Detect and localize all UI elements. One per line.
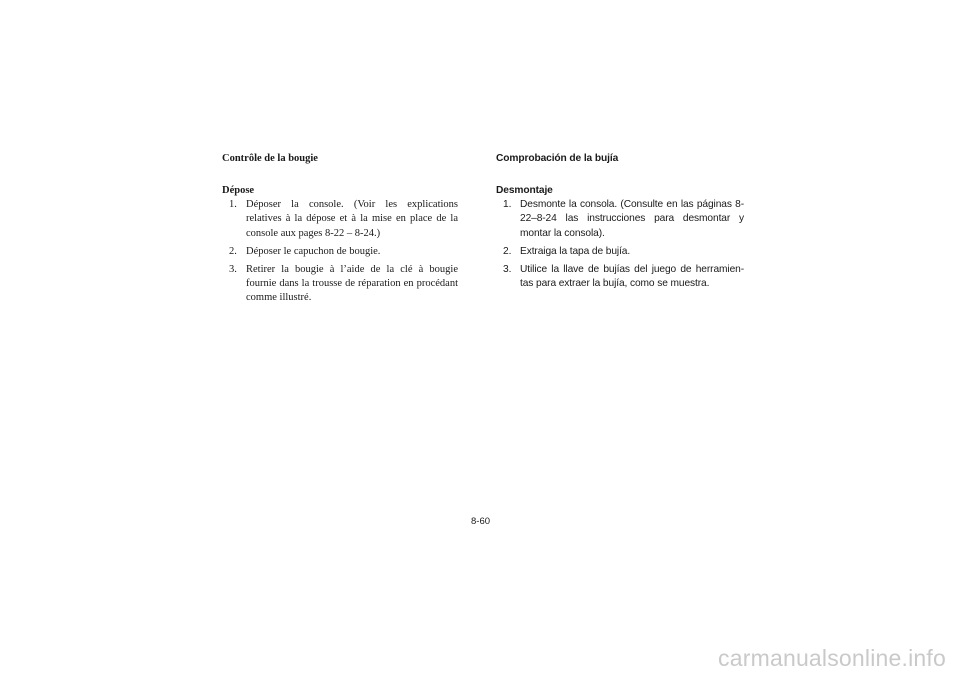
spanish-section-title: Comprobación de la bujía xyxy=(496,153,619,164)
french-column xyxy=(222,152,458,310)
step-number: 1. xyxy=(503,199,512,211)
french-section-title: Contrôle de la bougie xyxy=(222,153,318,164)
step-text: Déposer la console. (Voir les explications relatives à la dépose et à la mise en place de la console aux pages 8-22 – 8-24.) xyxy=(246,199,458,239)
step-text: Utilice la llave de bujías del juego de herramien-tas para extraer la bujía, como se muestra. xyxy=(520,264,744,290)
french-subheading: Dépose xyxy=(222,185,255,196)
step-number: 1. xyxy=(229,199,237,211)
step-text: Desmonte la consola. (Consulte en las páginas 8-22–8-24 las instrucciones para desmontar y montar la consola). xyxy=(520,199,744,239)
spanish-step xyxy=(496,245,744,259)
page-number: 8-60 xyxy=(471,516,491,527)
step-text: Déposer le capuchon de bougie. xyxy=(246,245,381,257)
step-number: 3. xyxy=(229,264,237,276)
step-number: 2. xyxy=(229,245,237,257)
spanish-subheading: Desmontaje xyxy=(496,185,553,196)
french-step xyxy=(222,198,458,241)
step-text: Retirer la bougie à l’aide de la clé à bougie fournie dans la trousse de réparation en procédant comme illustré. xyxy=(246,264,458,304)
step-text: Extraiga la tapa de bujía. xyxy=(520,245,631,257)
french-steps-list xyxy=(222,198,458,305)
step-number: 2. xyxy=(503,245,512,257)
spanish-step xyxy=(496,198,744,241)
spanish-steps-list xyxy=(496,198,744,291)
spanish-column xyxy=(496,152,744,295)
french-step xyxy=(222,245,458,259)
site-watermark: carmanualsonline.info xyxy=(718,645,946,671)
spanish-step xyxy=(496,263,744,291)
french-step xyxy=(222,263,458,306)
step-number: 3. xyxy=(503,264,512,276)
